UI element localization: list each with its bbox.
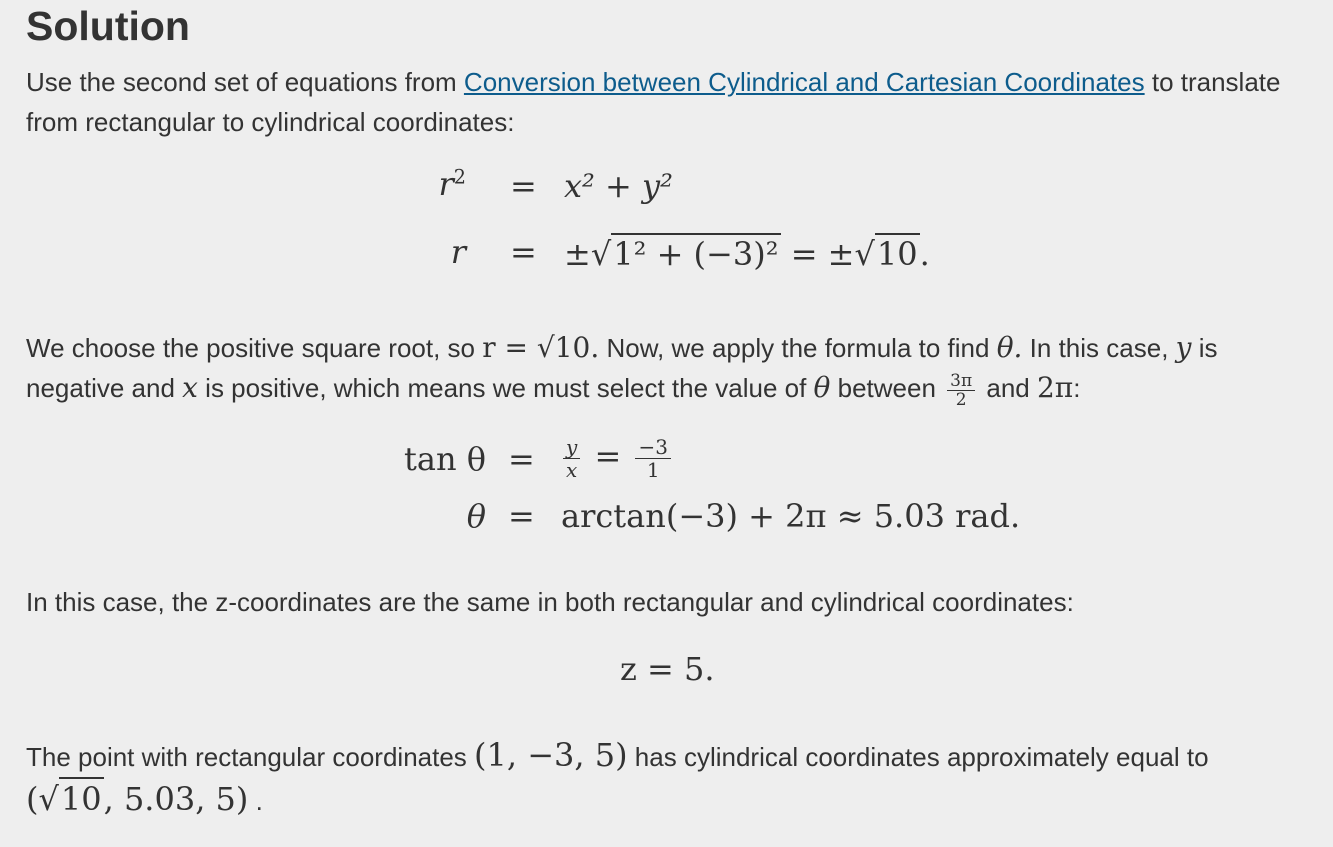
rectangular-point: (1, −3, 5) xyxy=(474,736,628,774)
intro-text-after: to translate from rectangular to cylindrical coordinates: xyxy=(26,67,1281,137)
conclusion-paragraph: The point with rectangular coordinates (1, −3, 5) has cylindrical coordinates approximately equal to (√10, 5.03, 5) . xyxy=(26,736,1209,818)
fraction-neg-three-over-one: $\frac{-3}{1}$ xyxy=(635,436,670,481)
eq1-row2-rel: = xyxy=(510,233,537,271)
eq1-row2-rhs: ±√1² + (−3)² = ±√10. xyxy=(564,235,930,273)
eq2-row1-lhs: tan θ xyxy=(404,440,486,478)
sqrt-sum-squares: √1² + (−3)² xyxy=(590,235,779,273)
eq1-row1-rhs: x² + y² xyxy=(564,167,673,205)
math-theta-2: θ xyxy=(813,371,831,404)
math-theta-1: θ. xyxy=(996,331,1023,364)
theta-equation-block xyxy=(381,435,1021,550)
eq2-row2-rel: = xyxy=(508,497,535,535)
intro-paragraph xyxy=(26,62,1316,142)
conversion-link[interactable]: Conversion between Cylindrical and Cartesian Coordinates xyxy=(463,67,1145,97)
math-r-value: r = √10. xyxy=(482,331,600,364)
eq2-row2-lhs: θ xyxy=(466,497,486,535)
eq1-row1-rel: = xyxy=(510,167,537,205)
theta-paragraph: We choose the positive square root, so r = √10. Now, we apply the formula to find θ. In this case, y is negative and x is positive, which means we must select the value of θ between $\frac{3\pi}{2}$ and 2π: xyxy=(26,331,1218,410)
solution-heading: Solution xyxy=(26,3,190,49)
z-paragraph: In this case, the z-coordinates are the same in both rectangular and cylindrical coordinates: xyxy=(26,587,1074,617)
eq2-row2-rhs: arctan(−3) + 2π ≈ 5.03 rad. xyxy=(561,497,1021,535)
math-two-pi: 2π xyxy=(1036,371,1074,404)
radius-equation-block xyxy=(406,165,930,285)
fraction-three-pi-over-two: $\frac{3\pi}{2}$ xyxy=(947,372,975,409)
cylindrical-point: (√10, 5.03, 5) xyxy=(26,780,248,818)
fraction-y-over-x: $\frac{y}{x}$ xyxy=(563,436,580,481)
z-equation: z = 5. xyxy=(620,650,715,688)
eq2-row1-rel: = xyxy=(508,440,535,478)
eq2-row1-rhs: $\frac{y}{x}$ = $\frac{-3}{1}$ xyxy=(559,436,675,481)
eq1-row1-lhs: $r^2$ xyxy=(438,165,466,203)
eq1-row2-lhs: r xyxy=(450,233,466,271)
math-y: y xyxy=(1175,331,1192,364)
sqrt-ten: √10 xyxy=(854,235,918,273)
intro-text-before: Use the second set of equations from xyxy=(26,67,464,97)
math-x: x xyxy=(182,371,198,404)
